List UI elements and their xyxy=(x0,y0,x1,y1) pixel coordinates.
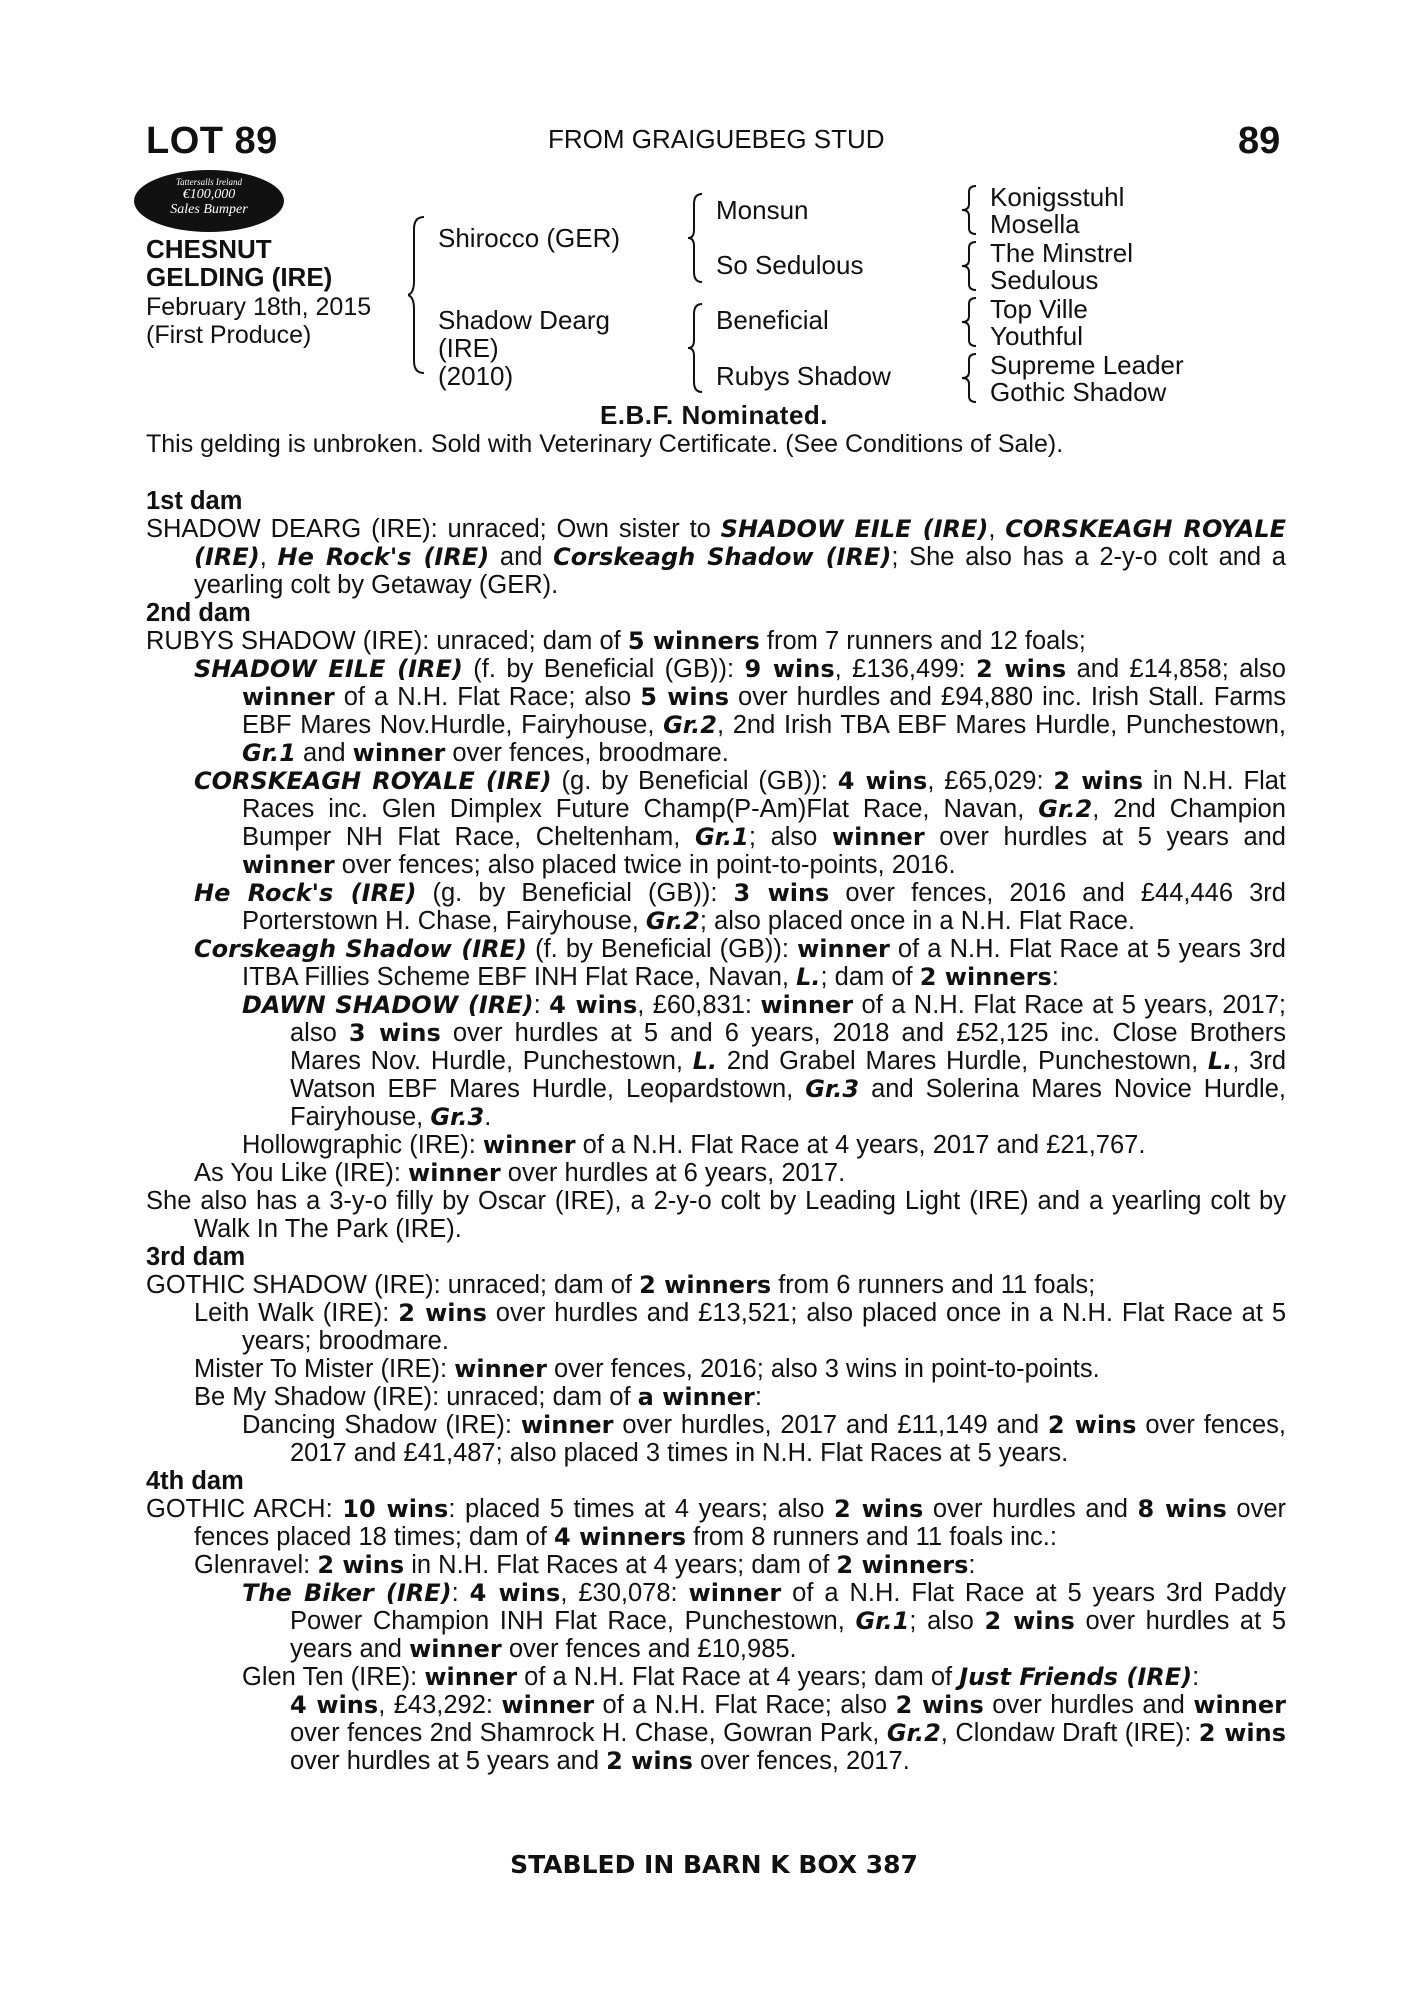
pedigree-dam xyxy=(438,306,610,390)
produce-item: Hollowgraphic (IRE): winner of a N.H. Flat Race at 4 years, 2017 and £21,767. xyxy=(242,1131,1146,1159)
ggp-8: Gothic Shadow xyxy=(990,377,1167,407)
horse-colour: CHESNUT xyxy=(146,234,272,264)
pedigree-dam-name: Shadow Dearg xyxy=(438,305,610,335)
pedigree-great-grandparents xyxy=(990,184,1184,406)
first-dam-entry: SHADOW DEARG (IRE): unraced; Own sister to SHADOW EILE (IRE), CORSKEAGH ROYALE (IRE), He Rock's (IRE) and Corskeagh Shadow (IRE); She also has a 2-y-o colt and a yearling colt by Getaway (GER). xyxy=(146,515,1287,599)
third-dam-entry: GOTHIC SHADOW (IRE): unraced; dam of 2 winners from 6 runners and 11 foals; xyxy=(146,1271,1096,1299)
section-heading-3rd-dam: 3rd dam xyxy=(146,1243,246,1271)
pedigree-brace-dam xyxy=(686,302,706,394)
pedigree-dam-dam: Rubys Shadow xyxy=(716,361,891,391)
second-dam-entry: RUBYS SHADOW (IRE): unraced; dam of 5 winners from 7 runners and 12 foals; xyxy=(146,627,1086,655)
produce-item: Dancing Shadow (IRE): winner over hurdles, 2017 and £11,149 and 2 wins over fences, 2017 and £41,487; also placed 3 times in N.H. Flat Races at 5 years. xyxy=(242,1411,1286,1467)
ggp-3: The Minstrel xyxy=(990,238,1134,268)
sale-note: This gelding is unbroken. Sold with Veterinary Certificate. (See Conditions of Sale). xyxy=(146,430,1064,458)
pedigree-sire-sire: Monsun xyxy=(716,195,809,225)
horse-description xyxy=(146,235,332,291)
produce-item: Leith Walk (IRE): 2 wins over hurdles and £13,521; also placed once in a N.H. Flat Race at 5 years; broodmare. xyxy=(194,1299,1286,1355)
section-heading-2nd-dam: 2nd dam xyxy=(146,599,251,627)
pedigree-brace-g1 xyxy=(960,184,980,236)
foaling-info xyxy=(146,293,371,349)
produce-item: 4 wins, £43,292: winner of a N.H. Flat Race; also 2 wins over hurdles and winner over fences 2nd Shamrock H. Chase, Gowran Park, Gr.2, Clondaw Draft (IRE): 2 wins over hurdles at 5 years and 2 wins over fences, 2017. xyxy=(290,1691,1286,1775)
foaling-date: February 18th, 2015 xyxy=(146,293,372,321)
pedigree-brace-g4 xyxy=(960,352,980,404)
ggp-6: Youthful xyxy=(990,321,1084,351)
produce-item: SHADOW EILE (IRE) (f. by Beneficial (GB)): 9 wins, £136,499: 2 wins and £14,858; also winner of a N.H. Flat Race; also 5 wins over hurdles and £94,880 inc. Irish Stall. Farms EBF Mares Nov.Hurdle, Fairyhouse, Gr.2, 2nd Irish TBA EBF Mares Hurdle, Punchestown, Gr.1 and winner over fences, broodmare. xyxy=(194,655,1286,767)
ebf-nomination: E.B.F. Nominated. xyxy=(599,400,829,430)
pedigree-brace-main xyxy=(408,215,428,375)
pedigree-dam-origin: (IRE) xyxy=(438,333,499,363)
ggp-5: Top Ville xyxy=(990,294,1088,324)
pedigree-sire-dam: So Sedulous xyxy=(716,250,864,280)
section-heading-1st-dam: 1st dam xyxy=(146,487,243,515)
ggp-7: Supreme Leader xyxy=(990,350,1184,380)
produce-item: DAWN SHADOW (IRE): 4 wins, £60,831: winner of a N.H. Flat Race at 5 years, 2017; also 3 wins over hurdles at 5 and 6 years, 2018 and £52,125 inc. Close Brothers Mares Nov. Hurdle, Punchestown, L. 2nd Grabel Mares Hurdle, Punchestown, L., 3rd Watson EBF Mares Hurdle, Leopardstown, Gr.3 and Solerina Mares Novice Hurdle, Fairyhouse, Gr.3. xyxy=(242,991,1287,1131)
pedigree-dam-sire: Beneficial xyxy=(716,305,829,335)
horse-sex: GELDING (IRE) xyxy=(146,262,333,292)
produce-item: Glen Ten (IRE): winner of a N.H. Flat Race at 4 years; dam of Just Friends (IRE): xyxy=(242,1663,1200,1691)
pedigree-dam-year: (2010) xyxy=(438,361,514,391)
fourth-dam-entry: GOTHIC ARCH: 10 wins: placed 5 times at 4 years; also 2 wins over hurdles and 8 wins over fences placed 18 times; dam of 4 winners from 8 runners and 11 foals inc.: xyxy=(146,1495,1287,1551)
produce-item: He Rock's (IRE) (g. by Beneficial (GB)): 3 wins over fences, 2016 and £44,446 3rd Porterstown H. Chase, Fairyhouse, Gr.2; also placed once in a N.H. Flat Race. xyxy=(194,879,1286,935)
pedigree-brace-sire xyxy=(686,192,706,284)
pedigree-brace-g2 xyxy=(960,240,980,292)
ggp-4: Sedulous xyxy=(990,265,1099,295)
ggp-1: Konigsstuhl xyxy=(990,182,1125,212)
lot-number: 89 xyxy=(1238,120,1281,162)
pedigree-brace-g3 xyxy=(960,296,980,348)
produce-item: The Biker (IRE): 4 wins, £30,078: winner of a N.H. Flat Race at 5 years 3rd Paddy Power Champion INH Flat Race, Punchestown, Gr.1; also 2 wins over hurdles at 5 years and winner over fences and £10,985. xyxy=(242,1579,1287,1663)
pedigree-sire: Shirocco (GER) xyxy=(438,223,621,253)
produce-note: She also has a 3-y-o filly by Oscar (IRE), a 2-y-o colt by Leading Light (IRE) and a yearling colt by Walk In The Park (IRE). xyxy=(146,1187,1286,1243)
produce-item: Be My Shadow (IRE): unraced; dam of a winner: xyxy=(194,1383,762,1411)
lot-title: LOT 89 xyxy=(146,120,278,162)
ggp-2: Mosella xyxy=(990,209,1080,239)
badge-label: Sales Bumper xyxy=(170,202,248,217)
section-heading-4th-dam: 4th dam xyxy=(146,1467,244,1495)
sales-bumper-badge xyxy=(134,170,284,232)
produce-record xyxy=(146,487,1286,1775)
stabling-info: STABLED IN BARN K BOX 387 xyxy=(510,1850,918,1879)
badge-prize: €100,000 xyxy=(182,187,236,202)
produce-item: Corskeagh Shadow (IRE) (f. by Beneficial (GB)): winner of a N.H. Flat Race at 5 years 3rd ITBA Fillies Scheme EBF INH Flat Race, Navan, L.; dam of 2 winners: xyxy=(194,935,1286,991)
produce-item: Mister To Mister (IRE): winner over fences, 2016; also 3 wins in point-to-points. xyxy=(194,1355,1100,1383)
badge-brand: Tattersalls Ireland xyxy=(175,177,243,187)
produce-note: (First Produce) xyxy=(146,321,312,349)
produce-item: Glenravel: 2 wins in N.H. Flat Races at 4 years; dam of 2 winners: xyxy=(194,1551,976,1579)
produce-item: CORSKEAGH ROYALE (IRE) (g. by Beneficial (GB)): 4 wins, £65,029: 2 wins in N.H. Flat Races inc. Glen Dimplex Future Champ(P-Am)Flat Race, Navan, Gr.2, 2nd Champion Bumper NH Flat Race, Cheltenham, Gr.1; also winner over hurdles at 5 years and winner over fences; also placed twice in point-to-points, 2016. xyxy=(194,767,1287,879)
produce-item: As You Like (IRE): winner over hurdles at 6 years, 2017. xyxy=(194,1159,846,1187)
consignor: FROM GRAIGUEBEG STUD xyxy=(548,124,885,154)
